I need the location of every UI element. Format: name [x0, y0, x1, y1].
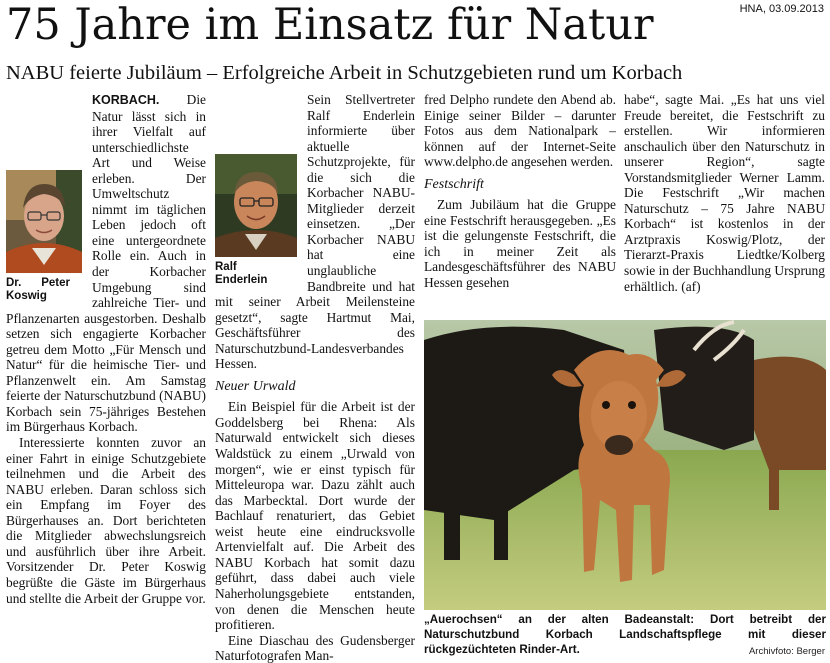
- portrait-koswig-caption: Dr. Peter Koswig: [6, 277, 70, 302]
- article-column-2: [215, 92, 415, 663]
- col2-paragraph-2: Ein Beispiel für die Arbeit ist der Goddelsberg bei Rhena: Als Naturwald entwickelt sich dieses Waldstück zu einem „Urwald von morgen“, wie er einst typisch für Mitteleuropa war. Dazu zählt auch das Marbecktal. Dort wurde der Bachlauf renaturiert, das Gebiet weist heute eine eindrucksvolle Artenvielfalt auf. Die Arbeit des NABU Korbach hat somit dazu geführt, dass dabei auch viele Naherholungsgebiete entstanden, von denen die Menschen heute profitieren.: [215, 399, 415, 633]
- portrait-koswig-image: [6, 170, 82, 273]
- source-label: HNA, 03.09.2013: [739, 3, 824, 15]
- photo-caption: „Auerochsen“ an der alten Badeanstalt: Dort betreibt der Naturschutzbund Korbach Landschaftspflege mit dieser rückgezüchteten Rinder-Art.: [424, 613, 826, 656]
- col4-paragraph-1: habe“, sagte Mai. „Es hat uns viel Freude bereitet, die Festschrift zu erstellen. Wir informieren anschaulich über den Naturschutz in unserer Region“, sagte Vorstandsmitglieder Werner Lamm. Die Festschrift „Wir machen Naturschutz – 75 Jahre NABU Korbach“ ist kostenlos in der Arztpraxis Koswig/Plotz, der Tierarzt-Praxis Liedtke/Kolberg sowie in der Buchhandlung Ursprung erhältlich. (af): [624, 92, 825, 294]
- col2-paragraph-3: Eine Diaschau des Gudensberger Naturfotografen Man-: [215, 632, 415, 663]
- portrait-enderlein: [215, 154, 299, 287]
- dateline: KORBACH.: [92, 93, 160, 107]
- headline: 75 Jahre im Einsatz für Natur: [6, 0, 654, 50]
- portrait-koswig: [6, 170, 84, 303]
- section-title-urwald: Neuer Urwald: [215, 378, 296, 394]
- article-column-1: [6, 92, 206, 606]
- col2-paragraph-1: Sein Stellvertreter Ralf Enderlein informierte über aktuelle Schutzprojekte, für die sich die Korbacher NABU-Mitglieder derzeit einsetzen. „Der Korbacher NABU hat eine unglaubliche Bandbreite und hat mit seiner Arbeit Meilensteine gesetzt“, sagte Hartmut Mai, Geschäftsführer des Naturschutzbund-Landesverbandes Hessen.: [215, 92, 415, 372]
- auerochsen-photo: [424, 320, 826, 610]
- col1-paragraph-2: Interessierte konnten zuvor an einer Fahrt in einige Schutzgebiete teilnehmen und die Arbeit des NABU erleben. Daran schloss sich ein Empfang im Foyer des Bürgerhauses an. Dort berichteten die Mitglieder abwechslungsreich und ausführlich über ihre Arbeit. Vorsitzender Dr. Peter Koswig begrüßte die Gäste im Bürgerhaus und stellte die Arbeit der Gruppe vor.: [6, 435, 206, 606]
- article-column-4: [624, 92, 825, 294]
- section-title-festschrift: Festschrift: [424, 176, 484, 192]
- portrait-enderlein-image: [215, 154, 297, 257]
- subheadline: NABU feierte Jubiläum – Erfolgreiche Arbeit in Schutzgebieten rund um Korbach: [6, 62, 683, 84]
- col3-paragraph-2: Zum Jubiläum hat die Gruppe eine Festschrift herausgegeben. „Es ist die gelungenste Festschrift, die ich in meiner Zeit als Landesgeschäftsführer des NABU Hessen gesehen: [424, 197, 616, 291]
- portrait-enderlein-caption: Ralf Enderlein: [215, 261, 268, 286]
- photo-credit: Archivfoto: Berger: [748, 646, 825, 657]
- col1-paragraph-1: Die Natur lässt sich in ihrer Vielfalt auf unterschiedlichste Art und Weise erleben. Der Umweltschutz nimmt im täglichen Leben jedoch oft eine untergeordnete Rolle ein. Auch in der Korbacher Umgebung sind zahlreiche Tier- und Pflanzenarten ausgestorben. Deshalb setzen sich engagierte Korbacher getreu dem Motto „Für Mensch und Natur“ für die heimische Tier- und Pflanzenwelt ein. Am Samstag feierte der Naturschutzbund (NABU) Korbach sein 75-jähriges Bestehen im Bürgerhaus Korbach.: [6, 92, 206, 435]
- col3-paragraph-1: fred Delpho rundete den Abend ab. Einige seiner Bilder – darunter Fotos aus dem Nationalpark – können auf der Internet-Seite www.delpho.de angesehen werden.: [424, 92, 616, 170]
- article-column-3: [424, 92, 616, 291]
